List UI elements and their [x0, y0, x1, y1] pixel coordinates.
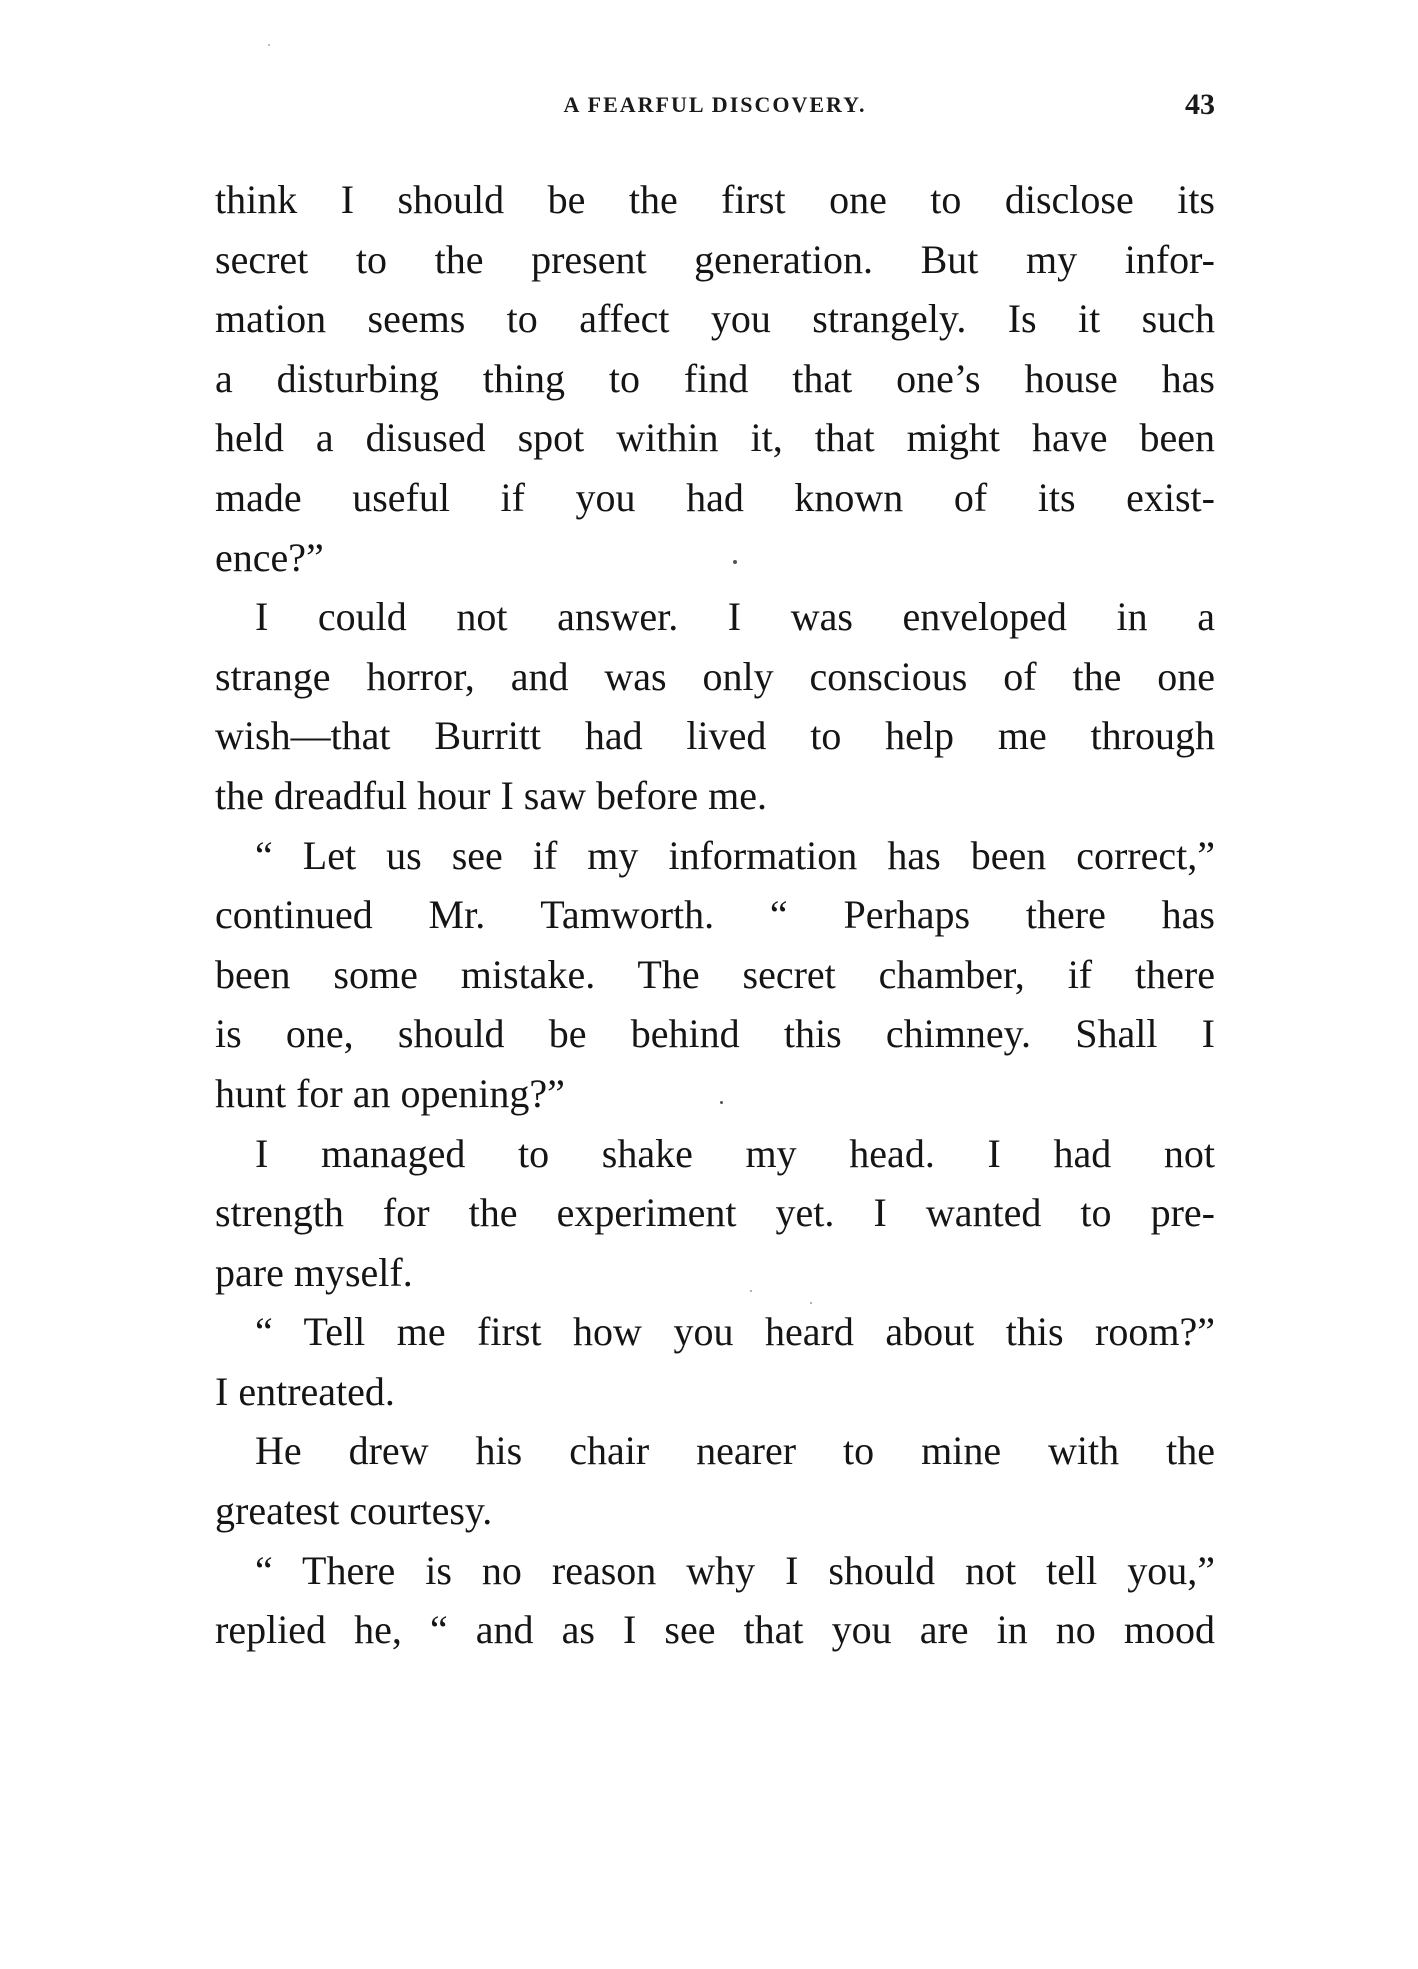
text-line: is one, should be behind this chimney. Shall I [215, 1011, 1215, 1057]
text-line: “ Let us see if my information has been correct,” [255, 832, 1215, 878]
print-speck [720, 1101, 723, 1104]
text-line: greatest courtesy. [215, 1488, 493, 1534]
running-head [215, 88, 1215, 132]
text-line: He drew his chair nearer to mine with the [255, 1428, 1215, 1474]
text-line: think I should be the first one to disclose its [215, 177, 1215, 222]
text-line: continued Mr. Tamworth. “ Perhaps there has [215, 892, 1215, 938]
text-line: held a disused spot within it, that might have been [215, 415, 1215, 461]
text-line: I entreated. [215, 1368, 395, 1414]
text-line: pare myself. [215, 1249, 413, 1295]
text-line: “ Tell me first how you heard about this room?” [255, 1309, 1215, 1355]
print-speck [810, 1302, 812, 1304]
text-line: I could not answer. I was enveloped in a [255, 594, 1215, 640]
text-line: wish—that Burritt had lived to help me through [215, 713, 1215, 759]
print-speck [268, 44, 270, 46]
text-line: replied he, “ and as I see that you are in no mood [215, 1607, 1215, 1653]
text-line: a disturbing thing to find that one’s house has [215, 355, 1215, 401]
text-line: secret to the present generation. But my infor- [215, 236, 1215, 282]
text-line: made useful if you had known of its exist- [215, 474, 1215, 520]
text-line: strange horror, and was only conscious of the one [215, 653, 1215, 699]
text-line: strength for the experiment yet. I wanted to pre- [215, 1190, 1215, 1236]
text-line: “ There is no reason why I should not tell you,” [255, 1547, 1215, 1593]
body-text [215, 170, 1215, 1660]
text-line: hunt for an opening?” [215, 1070, 565, 1116]
print-speck [733, 560, 737, 564]
text-line: mation seems to affect you strangely. Is it such [215, 296, 1215, 342]
page-number: 43 [1185, 88, 1215, 121]
text-line: I managed to shake my head. I had not [255, 1130, 1215, 1176]
running-title: A FEARFUL DISCOVERY. [563, 92, 867, 117]
text-line: ence?” [215, 534, 324, 580]
text-line: been some mistake. The secret chamber, if there [215, 951, 1215, 997]
print-speck [750, 1290, 752, 1292]
text-line: the dreadful hour I saw before me. [215, 772, 767, 818]
